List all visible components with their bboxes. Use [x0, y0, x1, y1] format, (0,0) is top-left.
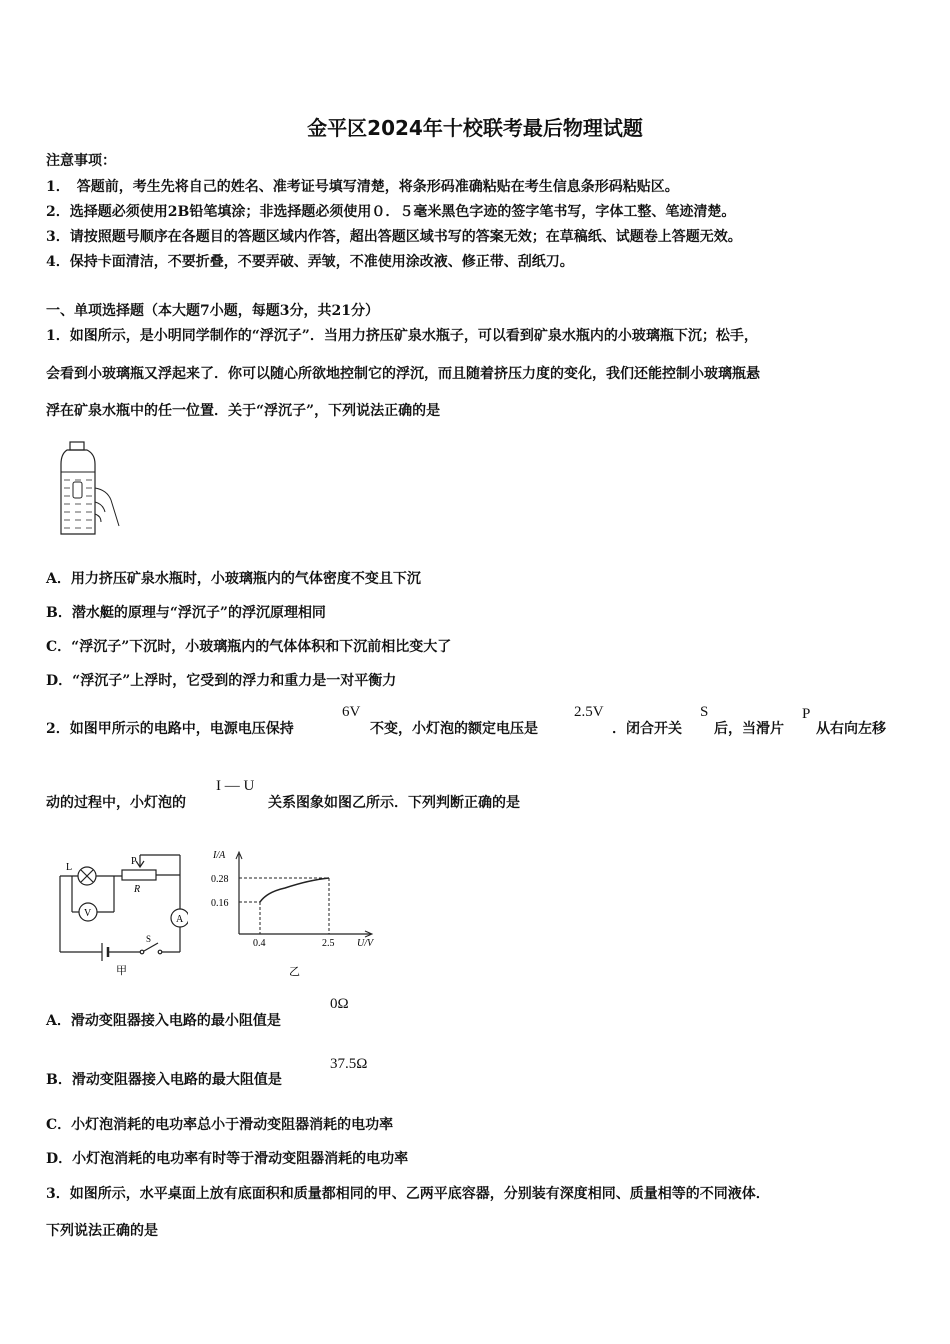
switch-label: S [146, 934, 152, 944]
page-title: 金平区2024年十校联考最后物理试题 [307, 116, 643, 140]
q2-option-a: A．滑动变阻器接入电路的最小阻值是 [46, 1013, 281, 1029]
graph-ytick: 0.16 [211, 898, 229, 909]
q2-option-b-value: 37.5Ω [330, 1056, 368, 1072]
q2-option-b: B．滑动变阻器接入电路的最大阻值是 [46, 1072, 282, 1088]
notice-item: 4．保持卡面清洁，不要折叠，不要弄破、弄皱，不准使用涂改液、修正带、刮纸刀。 [46, 254, 574, 270]
graph-xtick: 2.5 [322, 938, 335, 949]
lamp-label: L [66, 862, 73, 873]
q3-text-line: 3．如图所示，水平桌面上放有底面积和质量都相同的甲、乙两平底容器，分别装有深度相同、质量相等的不同液体． [46, 1186, 770, 1202]
circuit-caption: 甲 [116, 965, 127, 977]
q2-rated-voltage: 2.5V [574, 704, 604, 720]
notice-item: 1． 答题前，考生先将自己的姓名、准考证号填写清楚，将条形码准确粘贴在考生信息条形码粘贴区。 [46, 179, 679, 195]
notice-item: 2．选择题必须使用2B铅笔填涂；非选择题必须使用０．５毫米黑色字迹的签字笔书写，字体工整、笔迹清楚。 [46, 204, 736, 220]
q2-slider-symbol: P [802, 706, 811, 722]
q2-source-voltage: 6V [342, 704, 361, 720]
q3-text-line: 下列说法正确的是 [46, 1223, 158, 1239]
voltmeter-label: V [84, 908, 92, 919]
q2-text: 动的过程中，小灯泡的 [46, 795, 186, 811]
q2-switch-symbol: S [700, 704, 709, 720]
q2-option-c: C．小灯泡消耗的电功率总小于滑动变阻器消耗的电功率 [46, 1117, 394, 1133]
q1-text-line: 1．如图所示，是小明同学制作的“浮沉子”．当用力挤压矿泉水瓶子，可以看到矿泉水瓶内的小玻璃瓶下沉；松手， [46, 328, 758, 344]
graph-ytick: 0.28 [211, 874, 229, 885]
notice-heading: 注意事项： [46, 153, 116, 169]
section-heading: 一、单项选择题（本大题7小题，每题3分，共21分） [46, 303, 379, 319]
q2-text: 2．如图甲所示的电路中，电源电压保持 [46, 721, 294, 737]
q1-option-d: D．“浮沉子”上浮时，它受到的浮力和重力是一对平衡力 [46, 673, 397, 689]
q2-option-a-value: 0Ω [330, 996, 349, 1012]
graph-xlabel: U/V [357, 938, 374, 949]
notice-item: 3．请按照题号顺序在各题目的答题区域内作答，超出答题区域书写的答案无效；在草稿纸、试题卷上答题无效。 [46, 229, 742, 245]
graph-caption: 乙 [289, 966, 300, 978]
resistor-label: R [134, 884, 141, 895]
q2-text: 关系图象如图乙所示．下列判断正确的是 [268, 795, 520, 811]
q2-text: 从右向左移 [816, 721, 886, 737]
slider-label: P [131, 856, 137, 867]
q1-option-c: C．“浮沉子”下沉时，小玻璃瓶内的气体体积和下沉前相比变大了 [46, 639, 452, 655]
q1-option-b: B．潜水艇的原理与“浮沉子”的浮沉原理相同 [46, 605, 326, 621]
ammeter-label: A [176, 914, 184, 925]
bottle-figure [55, 440, 125, 540]
q2-text: 不变，小灯泡的额定电压是 [370, 721, 538, 737]
q2-iu-symbol: I — U [216, 778, 255, 794]
q1-option-a: A．用力挤压矿泉水瓶时，小玻璃瓶内的气体密度不变且下沉 [46, 571, 421, 587]
q2-text: 后，当滑片 [714, 721, 784, 737]
q1-text-line: 浮在矿泉水瓶中的任一位置．关于“浮沉子”，下列说法正确的是 [46, 403, 441, 419]
iu-graph [205, 840, 395, 980]
q2-option-d: D．小灯泡消耗的电功率有时等于滑动变阻器消耗的电功率 [46, 1151, 409, 1167]
q1-text-line: 会看到小玻璃瓶又浮起来了．你可以随心所欲地控制它的浮沉，而且随着挤压力度的变化，我们还能控制小玻璃瓶悬 [46, 366, 760, 382]
q2-text: ．闭合开关 [612, 721, 682, 737]
graph-xtick: 0.4 [253, 938, 266, 949]
circuit-diagram [52, 846, 188, 982]
graph-ylabel: I/A [213, 850, 226, 861]
